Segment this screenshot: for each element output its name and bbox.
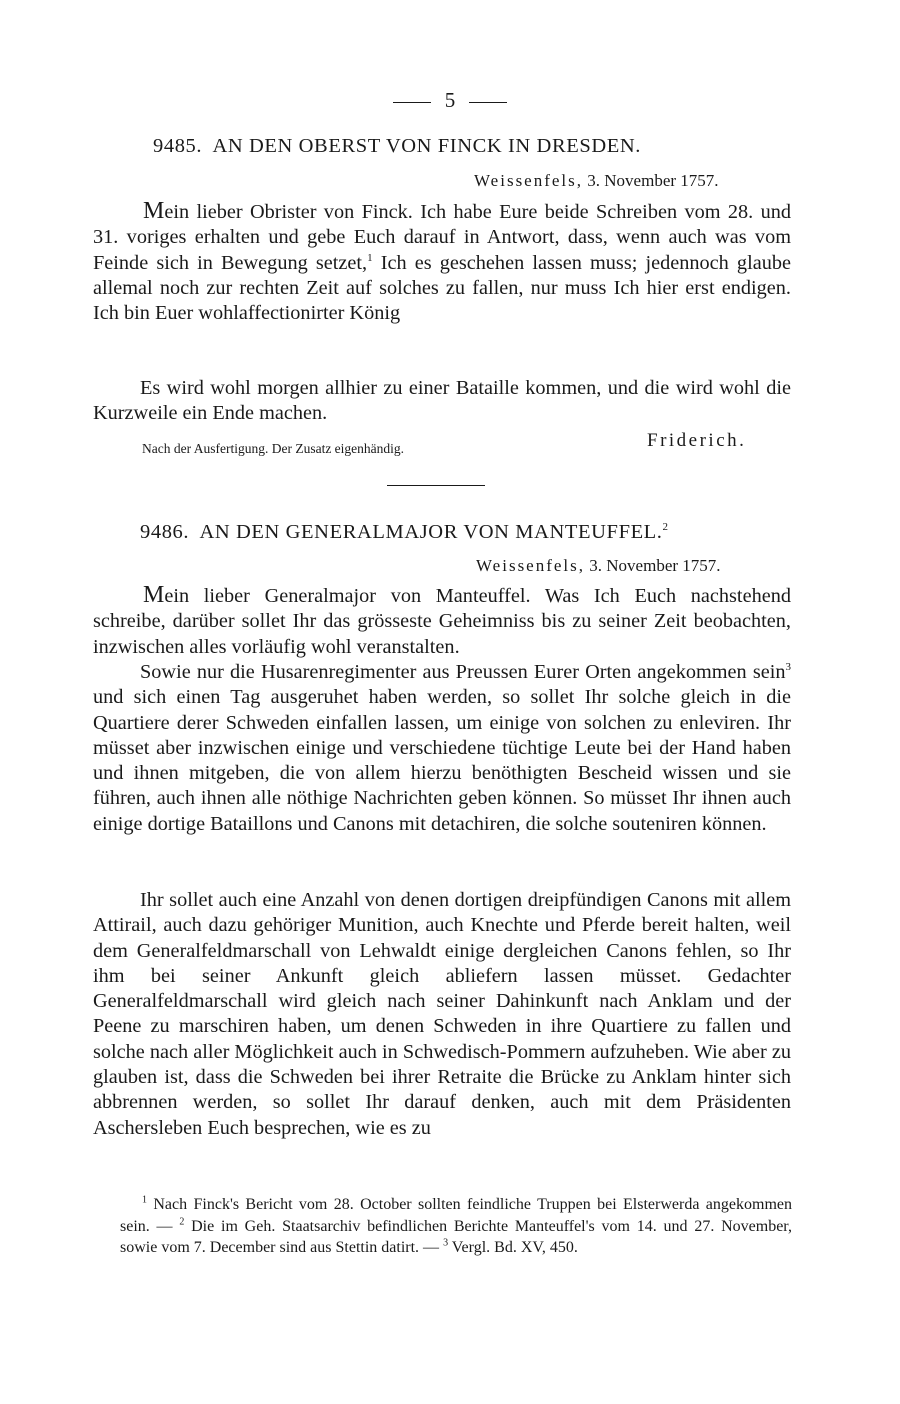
letter-1-title: AN DEN OBERST VON FINCK IN DRESDEN.: [212, 135, 642, 157]
page-number-left-dash: [393, 102, 431, 103]
page-number-right-dash: [469, 102, 507, 103]
letter-1-paragraph-2: [93, 376, 791, 427]
footnote-1-text: Nach Finck's Bericht vom 28. October sollten feindliche Truppen bei Elsterwerda angekommen sein. —: [120, 1196, 792, 1235]
letter-2-paragraph-1: [93, 583, 791, 660]
letter-1-signature: Friderich.: [647, 430, 747, 451]
letter-1-initial: M: [143, 198, 165, 224]
letter-2-paragraph-2-text-a: Sowie nur die Husarenregimenter aus Preussen Eurer Orten angekommen sein: [140, 661, 786, 683]
letter-2-paragraph-2-text-b: und sich einen Tag ausgeruhet haben werden, so sollet Ihr solche gleich in die Quartiere derer Schweden einfallen lassen, um einige von solchen zu enleviren. Ihr müsset aber inzwischen einige und verschiedene tüchtige Leute bei der Hand haben und ihnen mitgeben, die von allem hierzu benöthigten Bescheid wissen und sie führen, auch ihnen alle nöthige Nachrichten geben können. So müsset Ihr ihnen auch einige dortige Bataillons und Canons mit detachiren, die solche souteniren können.: [93, 686, 791, 835]
letter-1-paragraph-1-text-a: ein lieber Obrister von Finck. Ich habe Eure beide Schreiben vom 28. und 31. voriges erhalten und gebe Euch darauf in Antwort, dass, wenn auch was vom Feinde sich in Bewegung setzet,: [93, 201, 791, 274]
letter-2-initial: M: [143, 582, 165, 608]
footnotes: [120, 1194, 792, 1259]
letter-2-paragraph-3-text: Ihr sollet auch eine Anzahl von denen dortigen dreipfündigen Canons mit allem Attirail, auch dazu gehöriger Munition, auch Knechte und Pferde bereit halten, weil dem Generalfeldmarschall von Lehwaldt einige dergleichen Canons fehlen, so Ihr ihm bei seiner Ankunft gleich abliefern lassen müsset. Gedachter Generalfeldmarschall wird gleich nach seiner Dahinkunft nach Anklam und der Peene zu marschiren haben, um denen Schweden in ihre Quartiere zu fallen und solche nach aller Möglichkeit auch in Schwedisch-Pommern aufzuheben. Wie aber zu glauben ist, dass die Schweden bei ihrer Retraite die Brücke zu Anklam hinter sich abbrennen werden, so sollet Ihr darauf denken, auch mit dem Präsidenten Aschersleben Euch besprechen, wie es zu: [93, 889, 791, 1139]
letter-1-number: 9485.: [153, 135, 203, 157]
letter-1-date: 3. November 1757.: [587, 171, 719, 190]
letter-2-number: 9486.: [140, 521, 190, 543]
letter-1-paragraph-1: [93, 199, 791, 326]
letter-separator: [387, 485, 485, 486]
letter-2-paragraph-2: [93, 660, 791, 837]
letter-1-source-note: Nach der Ausfertigung. Der Zusatz eigenhändig.: [142, 441, 405, 456]
letter-2-place: Weissenfels,: [476, 556, 586, 575]
letter-1-place: Weissenfels,: [474, 171, 584, 190]
letter-1-paragraph-1-text-b: Ich es geschehen lassen muss; jedennoch glaube allemal noch zur rechten Zeit auf solches zu fallen, nur muss Ich hier erst endigen. Ich bin Euer wohlaffectionirter König: [93, 251, 791, 325]
footnote-2-mark: 2: [179, 1216, 185, 1228]
letter-2-paragraph-3: [93, 888, 791, 1141]
letter-2-date: 3. November 1757.: [589, 556, 721, 575]
footnote-3-text: Vergl. Bd. XV, 450.: [448, 1239, 578, 1256]
letter-2-paragraph-1-text: ein lieber Generalmajor von Manteuffel. Was Ich Euch nachstehend schreibe, darüber sollet Ihr das grösseste Geheimniss bis zu seiner Zeit beobachten, inzwischen alles vorläufig wohl veranstalten.: [93, 585, 791, 658]
letter-1-paragraph-2-text: Es wird wohl morgen allhier zu einer Bataille kommen, und die wird wohl die Kurzweile ein Ende machen.: [93, 377, 791, 425]
footnote-1-mark: 1: [142, 1194, 147, 1206]
footnote-ref-1: 1: [367, 251, 373, 264]
footnote-ref-2: 2: [662, 521, 669, 534]
letter-1-heading: [153, 135, 641, 158]
footnote-3-mark: 3: [443, 1237, 449, 1249]
letter-2-dateline: [476, 556, 721, 576]
page-number: [0, 88, 900, 113]
page-number-value: 5: [444, 88, 456, 112]
footnote-ref-3: 3: [785, 661, 791, 674]
letter-1-dateline: [474, 171, 719, 191]
letter-2-title: AN DEN GENERALMAJOR VON MANTEUFFEL.: [199, 521, 663, 543]
footnote-2-text: Die im Geh. Staatsarchiv befindlichen Berichte Manteuffel's vom 14. und 27. November, sowie vom 7. December sind aus Stettin datirt. —: [120, 1217, 792, 1256]
letter-2-heading: [140, 521, 669, 544]
